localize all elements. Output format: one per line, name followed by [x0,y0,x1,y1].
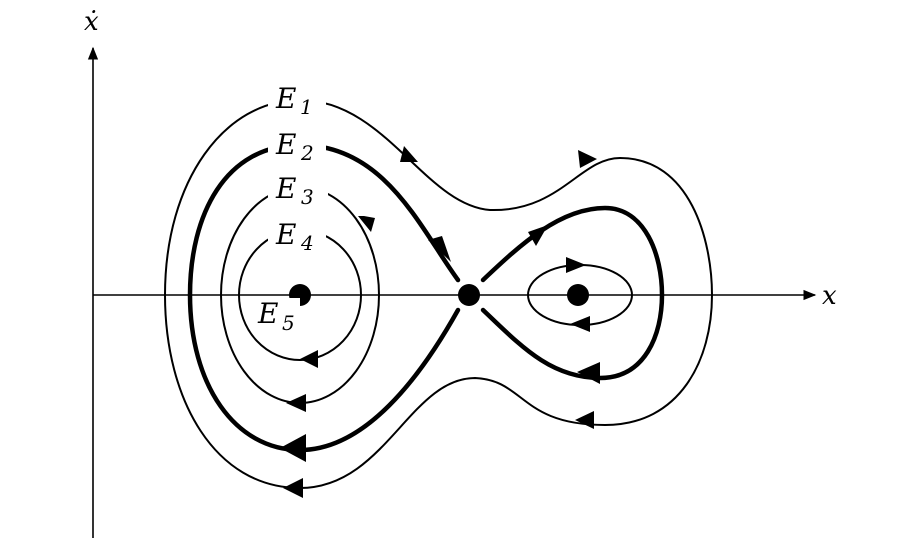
arrow-right-small-top [566,257,586,273]
arrow-e3-bottom [286,394,306,412]
svg-text:E: E [276,218,297,251]
arrow-e2-right-top [528,225,548,246]
arrow-e2-left-bottom [280,434,306,462]
y-axis-label: ẋ [84,7,99,37]
arrow-e1-bottom-right [575,411,594,429]
arrow-e2-approach-saddle [428,236,451,262]
svg-text:1: 1 [300,95,313,119]
svg-text:E: E [276,128,297,161]
svg-text:E: E [258,297,279,330]
saddle-point [458,284,480,306]
x-axis-label: x [822,281,837,311]
arrow-e1-bottom-left [283,478,303,498]
svg-text:5: 5 [282,311,295,335]
arrow-right-small-bottom [570,316,590,332]
svg-text:E: E [276,82,297,115]
arrow-e2-right-bottom [577,362,600,384]
arrow-e4-bottom [300,350,318,368]
arrow-e1-top [400,146,418,162]
svg-text:E: E [276,172,297,205]
svg-text:3: 3 [301,185,314,209]
svg-text:4: 4 [301,231,314,255]
label-e5 [254,297,300,335]
svg-text:2: 2 [301,141,314,165]
right-center-point [567,284,589,306]
